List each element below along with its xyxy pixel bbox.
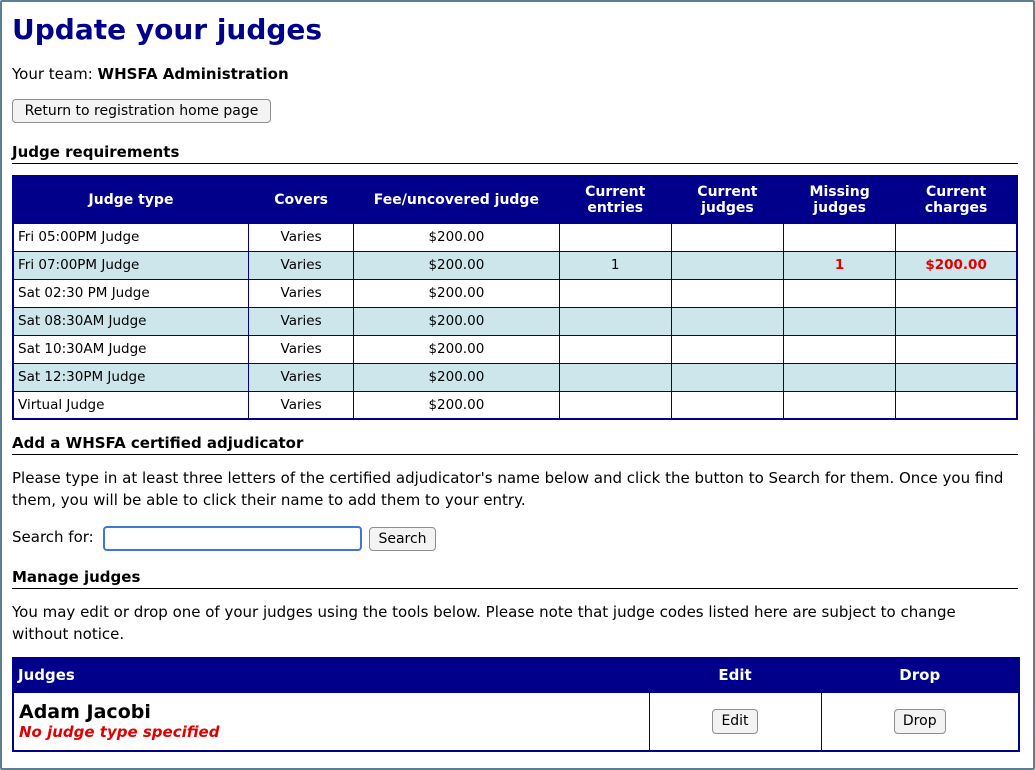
judge-type-cell: Fri 05:00PM Judge bbox=[13, 223, 248, 251]
judge-requirements-heading: Judge requirements bbox=[12, 143, 1018, 164]
edit-cell bbox=[649, 692, 821, 751]
entries-cell bbox=[559, 279, 671, 307]
charges-cell bbox=[896, 307, 1017, 335]
search-input[interactable] bbox=[103, 526, 362, 551]
charges-cell bbox=[896, 223, 1017, 251]
drop-judge-button[interactable]: Drop bbox=[894, 709, 946, 734]
judges-cell bbox=[671, 335, 783, 363]
missing-cell bbox=[784, 391, 896, 419]
col-drop: Drop bbox=[821, 658, 1019, 692]
col-edit: Edit bbox=[649, 658, 821, 692]
search-button[interactable]: Search bbox=[369, 527, 436, 551]
covers-cell: Varies bbox=[248, 223, 353, 251]
manage-judges-table bbox=[12, 657, 1020, 752]
manage-judges-heading: Manage judges bbox=[12, 568, 1018, 589]
judge-type-cell: Virtual Judge bbox=[13, 391, 248, 419]
col-judges: Judges bbox=[13, 658, 649, 692]
table-row bbox=[13, 223, 1017, 251]
add-adjudicator-heading: Add a WHSFA certified adjudicator bbox=[12, 434, 1018, 455]
table-row bbox=[13, 692, 1019, 751]
entries-cell bbox=[559, 307, 671, 335]
covers-cell: Varies bbox=[248, 335, 353, 363]
entries-cell bbox=[559, 335, 671, 363]
judge-cell bbox=[13, 692, 649, 751]
edit-judge-button[interactable]: Edit bbox=[712, 709, 757, 734]
team-line bbox=[12, 65, 289, 83]
charges-cell bbox=[896, 279, 1017, 307]
judge-type-warning: No judge type specified bbox=[19, 723, 220, 742]
fee-cell: $200.00 bbox=[354, 335, 559, 363]
add-adjudicator-instructions: Please type in at least three letters of the certified adjudicator's name below and click the button to Search for them. Once you find them, you will be able to click their name to add them to your entry. bbox=[12, 469, 1004, 509]
judges-cell bbox=[671, 363, 783, 391]
table-row bbox=[13, 307, 1017, 335]
col-current-entries: Current entries bbox=[559, 176, 671, 223]
col-judge-type: Judge type bbox=[13, 176, 248, 223]
missing-cell: 1 bbox=[784, 251, 896, 279]
table-row bbox=[13, 335, 1017, 363]
judges-cell bbox=[671, 223, 783, 251]
missing-cell bbox=[784, 363, 896, 391]
team-name: WHSFA Administration bbox=[97, 65, 289, 83]
judge-type-cell: Sat 02:30 PM Judge bbox=[13, 279, 248, 307]
judge-type-cell: Sat 08:30AM Judge bbox=[13, 307, 248, 335]
col-fee: Fee/uncovered judge bbox=[354, 176, 559, 223]
covers-cell: Varies bbox=[248, 363, 353, 391]
covers-cell: Varies bbox=[248, 279, 353, 307]
missing-cell bbox=[784, 335, 896, 363]
entries-cell bbox=[559, 391, 671, 419]
col-covers: Covers bbox=[248, 176, 353, 223]
charges-cell bbox=[896, 363, 1017, 391]
table-row bbox=[13, 251, 1017, 279]
covers-cell: Varies bbox=[248, 251, 353, 279]
fee-cell: $200.00 bbox=[354, 307, 559, 335]
fee-cell: $200.00 bbox=[354, 251, 559, 279]
missing-cell bbox=[784, 307, 896, 335]
fee-cell: $200.00 bbox=[354, 391, 559, 419]
judge-requirements-table bbox=[12, 175, 1018, 420]
fee-cell: $200.00 bbox=[354, 279, 559, 307]
charges-cell bbox=[896, 335, 1017, 363]
judge-type-cell: Sat 12:30PM Judge bbox=[13, 363, 248, 391]
missing-cell bbox=[784, 223, 896, 251]
table-header-row bbox=[13, 658, 1019, 692]
judge-type-cell: Sat 10:30AM Judge bbox=[13, 335, 248, 363]
entries-cell bbox=[559, 223, 671, 251]
judges-cell bbox=[671, 251, 783, 279]
fee-cell: $200.00 bbox=[354, 223, 559, 251]
table-row bbox=[13, 279, 1017, 307]
judge-type-cell: Fri 07:00PM Judge bbox=[13, 251, 248, 279]
table-header-row bbox=[13, 176, 1017, 223]
col-current-charges: Current charges bbox=[896, 176, 1017, 223]
fee-cell: $200.00 bbox=[354, 363, 559, 391]
missing-cell bbox=[784, 279, 896, 307]
drop-cell bbox=[821, 692, 1019, 751]
col-missing-judges: Missing judges bbox=[784, 176, 896, 223]
search-label: Search for: bbox=[12, 528, 94, 546]
charges-cell bbox=[896, 391, 1017, 419]
col-current-judges: Current judges bbox=[671, 176, 783, 223]
covers-cell: Varies bbox=[248, 391, 353, 419]
table-row bbox=[13, 391, 1017, 419]
entries-cell bbox=[559, 363, 671, 391]
charges-cell: $200.00 bbox=[896, 251, 1017, 279]
manage-judges-instructions: You may edit or drop one of your judges using the tools below. Please note that judge codes listed here are subject to change without notice. bbox=[12, 603, 956, 643]
team-label: Your team: bbox=[12, 65, 98, 83]
page-title: Update your judges bbox=[12, 13, 323, 46]
table-row bbox=[13, 363, 1017, 391]
judges-cell bbox=[671, 391, 783, 419]
judges-cell bbox=[671, 307, 783, 335]
judges-cell bbox=[671, 279, 783, 307]
return-home-button[interactable]: Return to registration home page bbox=[12, 99, 271, 123]
covers-cell: Varies bbox=[248, 307, 353, 335]
judge-name: Adam Jacobi bbox=[19, 701, 151, 724]
entries-cell: 1 bbox=[559, 251, 671, 279]
